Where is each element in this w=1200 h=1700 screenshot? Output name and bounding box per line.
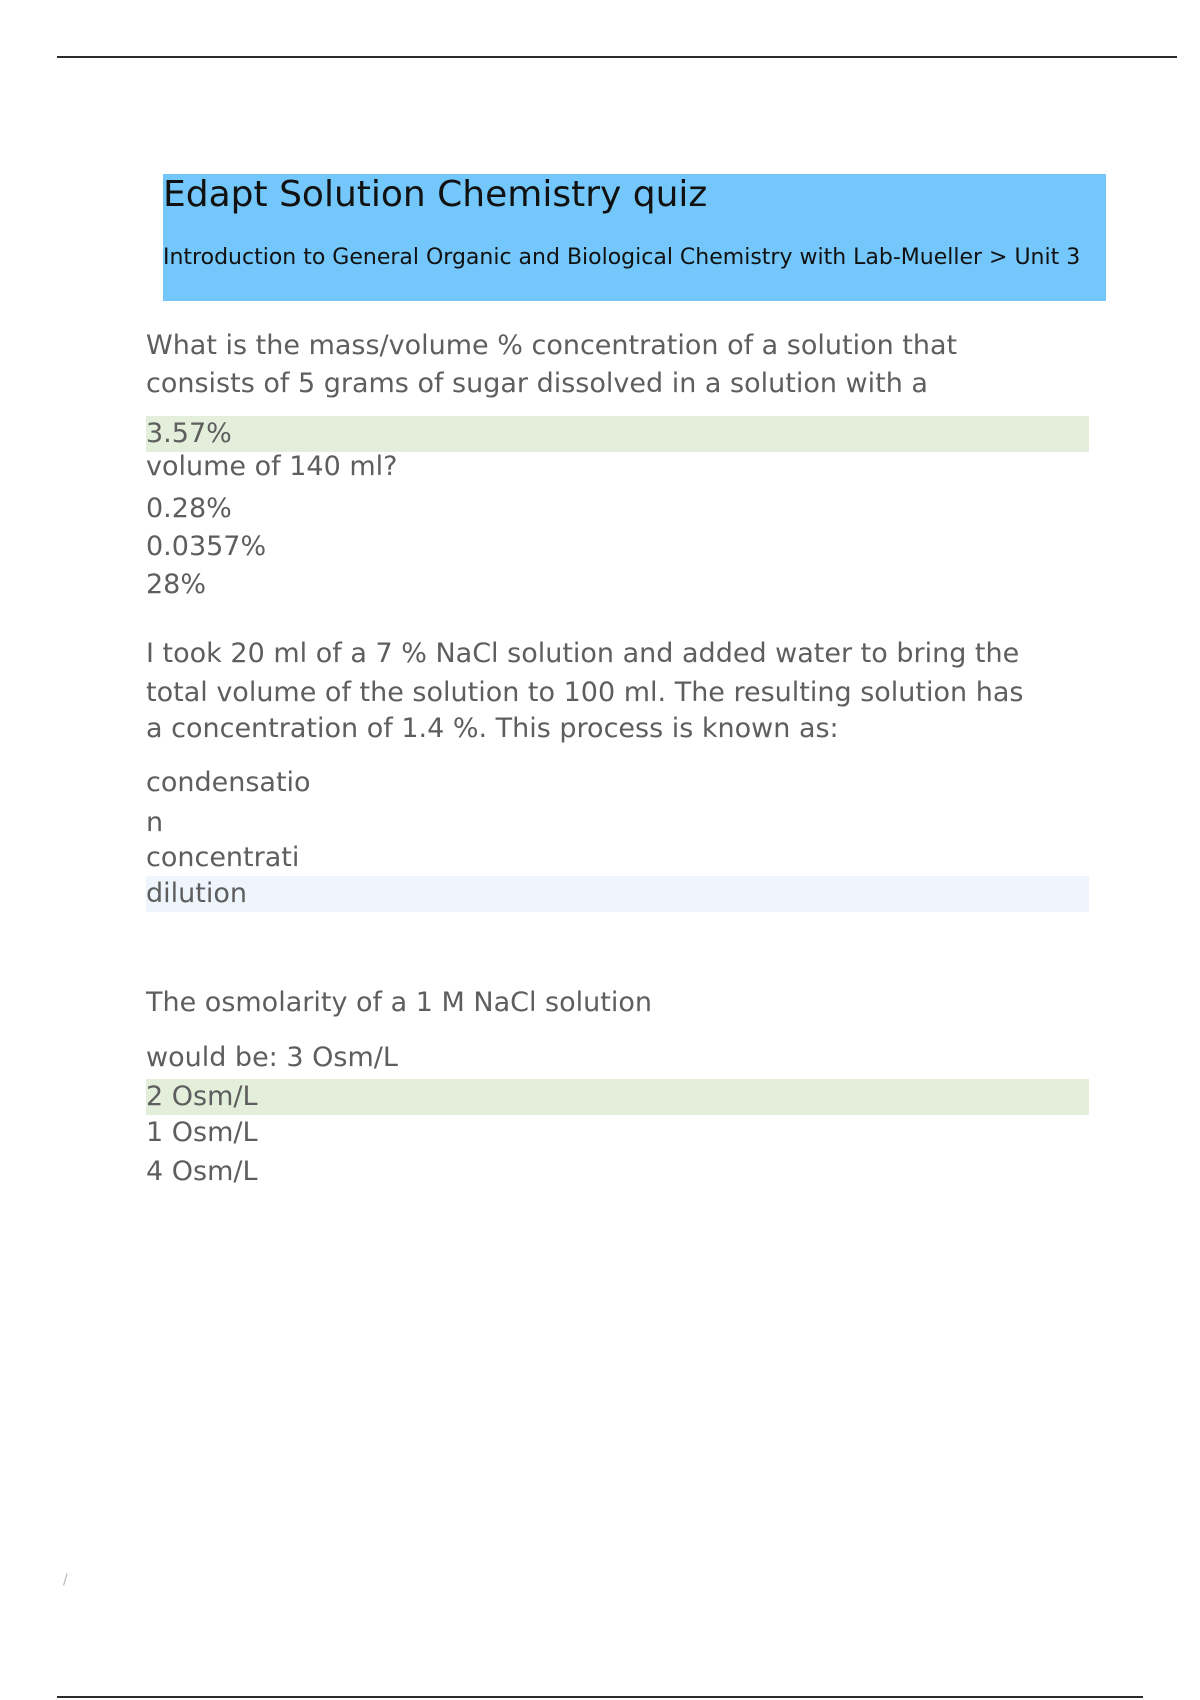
- question-3-text-line-1: The osmolarity of a 1 M NaCl solution: [146, 987, 652, 1018]
- correct-answer-highlight: [146, 1079, 1089, 1115]
- answer-option[interactable]: 4 Osm/L: [146, 1156, 258, 1187]
- answer-option[interactable]: condensatio: [146, 767, 311, 798]
- breadcrumb: Introduction to General Organic and Biological Chemistry with Lab-Mueller > Unit 3: [163, 245, 1081, 270]
- answer-option-selected[interactable]: dilution: [146, 878, 247, 909]
- page-title: Edapt Solution Chemistry quiz: [163, 174, 708, 215]
- answer-option-continuation: n: [146, 807, 164, 838]
- quiz-header: [163, 174, 1106, 301]
- question-1-text-line-1: What is the mass/volume % concentration of a solution that: [146, 330, 958, 361]
- top-rule: [57, 56, 1177, 58]
- answer-option[interactable]: concentrati: [146, 842, 300, 873]
- answer-option[interactable]: 0.0357%: [146, 531, 267, 562]
- page-mark: /: [63, 1572, 68, 1588]
- question-1-text-line-2: consists of 5 grams of sugar dissolved in a solution with a: [146, 368, 928, 399]
- answer-option-correct[interactable]: 3.57%: [146, 418, 232, 449]
- answer-option[interactable]: 28%: [146, 569, 207, 600]
- correct-answer-highlight: [146, 416, 1089, 452]
- selected-answer-highlight: [146, 876, 1089, 912]
- answer-option[interactable]: 0.28%: [146, 493, 232, 524]
- answer-option[interactable]: 1 Osm/L: [146, 1117, 258, 1148]
- answer-option-correct[interactable]: 2 Osm/L: [146, 1081, 258, 1112]
- question-1-text-line-3: volume of 140 ml?: [146, 451, 398, 482]
- bottom-rule: [57, 1696, 1143, 1698]
- question-2-text-line-2: total volume of the solution to 100 ml. The resulting solution has: [146, 677, 1024, 708]
- question-2-text-line-1: I took 20 ml of a 7 % NaCl solution and added water to bring the: [146, 638, 1020, 669]
- question-3-text-line-2: would be: 3 Osm/L: [146, 1042, 398, 1073]
- question-2-text-line-3: a concentration of 1.4 %. This process is known as:: [146, 713, 839, 744]
